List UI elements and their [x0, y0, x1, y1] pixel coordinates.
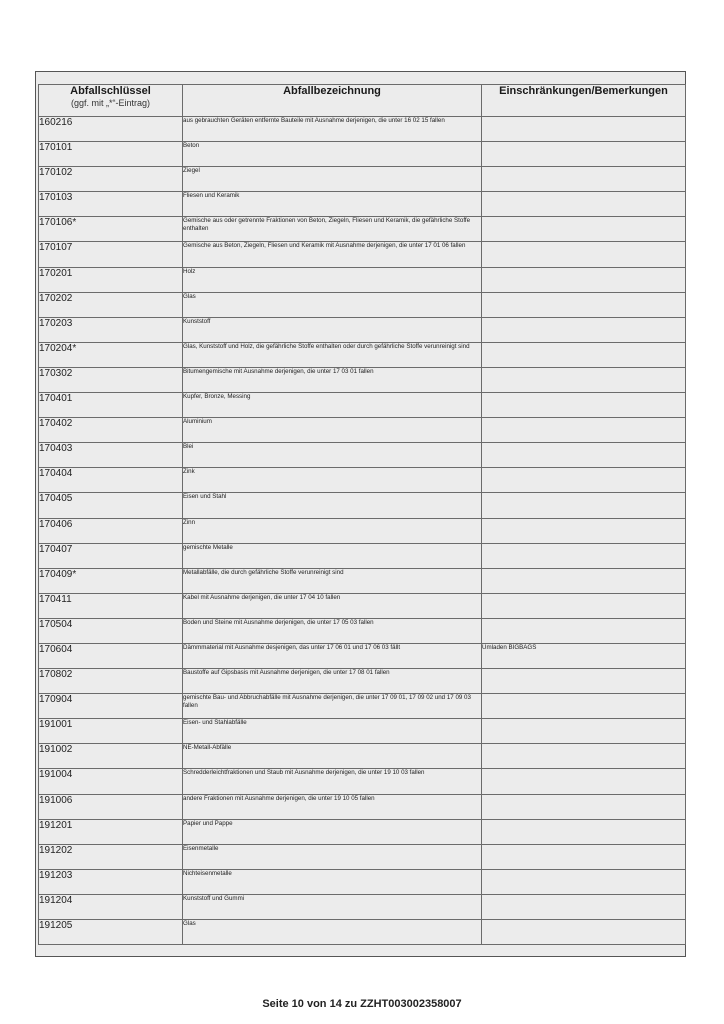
table-row [39, 543, 686, 568]
waste-code-cell: 191202 [39, 844, 183, 869]
remarks-cell [482, 694, 686, 719]
remarks-cell [482, 242, 686, 267]
table-row [39, 267, 686, 292]
waste-description-cell: Baustoffe auf Gipsbasis mit Ausnahme derjenigen, die unter 17 08 01 fallen [183, 669, 482, 694]
table-row [39, 443, 686, 468]
remarks-cell [482, 192, 686, 217]
remarks-cell [482, 518, 686, 543]
waste-code-cell: 170107 [39, 242, 183, 267]
table-row [39, 393, 686, 418]
remarks-cell: Umladen BIGBAGS [482, 643, 686, 668]
remarks-cell [482, 468, 686, 493]
waste-description-cell: Papier und Pappe [183, 819, 482, 844]
waste-description-cell: Kunststoff und Gummi [183, 894, 482, 919]
waste-code-cell: 170407 [39, 543, 183, 568]
waste-code-cell: 191205 [39, 920, 183, 945]
waste-description-cell: Fliesen und Keramik [183, 192, 482, 217]
waste-description-cell: Eisenmetalle [183, 844, 482, 869]
remarks-cell [482, 117, 686, 142]
table-row [39, 669, 686, 694]
page-footer: Seite 10 von 14 zu ZZHT003002358007 [262, 998, 462, 1010]
table-row [39, 920, 686, 945]
remarks-cell [482, 217, 686, 242]
waste-code-cell: 191006 [39, 794, 183, 819]
waste-description-cell: Nichteisenmetalle [183, 869, 482, 894]
header-waste-code [39, 85, 183, 117]
table-row [39, 292, 686, 317]
table-row [39, 719, 686, 744]
remarks-cell [482, 142, 686, 167]
waste-code-cell: 170402 [39, 418, 183, 443]
waste-description-cell: Glas, Kunststoff und Holz, die gefährliche Stoffe enthalten oder durch gefährliche Stoffe verunreinigt sind [183, 342, 482, 367]
waste-description-cell: NE-Metall-Abfälle [183, 744, 482, 769]
table-row [39, 643, 686, 668]
waste-description-cell: gemischte Bau- und Abbruchabfälle mit Ausnahme derjenigen, die unter 17 09 01, 17 09 02 und 17 09 03 fallen [183, 694, 482, 719]
remarks-cell [482, 719, 686, 744]
remarks-cell [482, 167, 686, 192]
table-row [39, 493, 686, 518]
table-row [39, 317, 686, 342]
waste-description-cell: Schredderleichtfraktionen und Staub mit Ausnahme derjenigen, die unter 19 10 03 fallen [183, 769, 482, 794]
waste-code-cell: 170101 [39, 142, 183, 167]
waste-description-cell: Bitumengemische mit Ausnahme derjenigen, die unter 17 03 01 fallen [183, 367, 482, 392]
remarks-cell [482, 844, 686, 869]
table-row [39, 192, 686, 217]
remarks-cell [482, 794, 686, 819]
table-body [39, 117, 686, 945]
waste-description-cell: gemischte Metalle [183, 543, 482, 568]
waste-code-cell: 170406 [39, 518, 183, 543]
waste-description-cell: Eisen- und Stahlabfälle [183, 719, 482, 744]
waste-description-cell: Kunststoff [183, 317, 482, 342]
waste-code-cell: 170604 [39, 643, 183, 668]
waste-code-cell: 170403 [39, 443, 183, 468]
remarks-cell [482, 493, 686, 518]
table-row [39, 167, 686, 192]
waste-code-cell: 170204* [39, 342, 183, 367]
remarks-cell [482, 543, 686, 568]
table-header-row [39, 85, 686, 117]
waste-code-cell: 170411 [39, 593, 183, 618]
waste-code-cell: 170401 [39, 393, 183, 418]
waste-code-cell: 191002 [39, 744, 183, 769]
waste-description-cell: Zink [183, 468, 482, 493]
table-row [39, 869, 686, 894]
waste-code-cell: 160216 [39, 117, 183, 142]
table-row [39, 844, 686, 869]
waste-description-cell: Gemische aus Beton, Ziegeln, Fliesen und Keramik mit Ausnahme derjenigen, die unter 17 01 06 fallen [183, 242, 482, 267]
waste-code-cell: 170405 [39, 493, 183, 518]
table-row [39, 242, 686, 267]
waste-code-cell: 170103 [39, 192, 183, 217]
waste-description-cell: Ziegel [183, 167, 482, 192]
waste-description-cell: Blei [183, 443, 482, 468]
table-row [39, 794, 686, 819]
waste-code-cell: 191203 [39, 869, 183, 894]
remarks-cell [482, 618, 686, 643]
waste-description-cell: Boden und Steine mit Ausnahme derjenigen, die unter 17 05 03 fallen [183, 618, 482, 643]
remarks-cell [482, 819, 686, 844]
remarks-cell [482, 342, 686, 367]
waste-code-cell: 170504 [39, 618, 183, 643]
waste-description-cell: Beton [183, 142, 482, 167]
waste-description-cell: Gemische aus oder getrennte Fraktionen von Beton, Ziegeln, Fliesen und Keramik, die gefährliche Stoffe enthalten [183, 217, 482, 242]
waste-code-cell: 170201 [39, 267, 183, 292]
remarks-cell [482, 869, 686, 894]
table-row [39, 618, 686, 643]
waste-description-cell: Eisen und Stahl [183, 493, 482, 518]
waste-code-cell: 170409* [39, 568, 183, 593]
waste-description-cell: Zinn [183, 518, 482, 543]
waste-description-cell: Holz [183, 267, 482, 292]
remarks-cell [482, 393, 686, 418]
table-row [39, 418, 686, 443]
remarks-cell [482, 744, 686, 769]
table-row [39, 568, 686, 593]
remarks-cell [482, 568, 686, 593]
waste-description-cell: Kabel mit Ausnahme derjenigen, die unter 17 04 10 fallen [183, 593, 482, 618]
table-row [39, 593, 686, 618]
remarks-cell [482, 367, 686, 392]
waste-description-cell: Dämmmaterial mit Ausnahme desjenigen, das unter 17 06 01 und 17 06 03 fällt [183, 643, 482, 668]
waste-description-cell: Glas [183, 920, 482, 945]
remarks-cell [482, 769, 686, 794]
header-waste-code-subtitle: (ggf. mit „*“-Eintrag) [70, 98, 150, 108]
waste-code-cell: 170106* [39, 217, 183, 242]
remarks-cell [482, 292, 686, 317]
table-row [39, 744, 686, 769]
waste-code-cell: 170302 [39, 367, 183, 392]
waste-description-cell: Glas [183, 292, 482, 317]
waste-description-cell: Kupfer, Bronze, Messing [183, 393, 482, 418]
waste-code-cell: 170102 [39, 167, 183, 192]
remarks-cell [482, 593, 686, 618]
waste-description-cell: Aluminium [183, 418, 482, 443]
waste-description-cell: Metallabfälle, die durch gefährliche Stoffe verunreinigt sind [183, 568, 482, 593]
table-row [39, 894, 686, 919]
header-remarks: Einschränkungen/Bemerkungen [482, 85, 686, 117]
table-row [39, 819, 686, 844]
waste-code-cell: 170904 [39, 694, 183, 719]
remarks-cell [482, 418, 686, 443]
waste-description-cell: andere Fraktionen mit Ausnahme derjenigen, die unter 19 10 05 fallen [183, 794, 482, 819]
waste-code-cell: 191001 [39, 719, 183, 744]
waste-code-cell: 170802 [39, 669, 183, 694]
remarks-cell [482, 267, 686, 292]
remarks-cell [482, 920, 686, 945]
table-row [39, 769, 686, 794]
waste-code-table [38, 84, 686, 945]
table-row [39, 367, 686, 392]
table-row [39, 142, 686, 167]
waste-description-cell: aus gebrauchten Geräten entfernte Bauteile mit Ausnahme derjenigen, die unter 16 02 15 fallen [183, 117, 482, 142]
remarks-cell [482, 669, 686, 694]
remarks-cell [482, 894, 686, 919]
waste-code-cell: 191004 [39, 769, 183, 794]
waste-code-cell: 170404 [39, 468, 183, 493]
table-row [39, 468, 686, 493]
waste-code-cell: 170203 [39, 317, 183, 342]
table-row [39, 694, 686, 719]
waste-code-cell: 191201 [39, 819, 183, 844]
remarks-cell [482, 317, 686, 342]
table-row [39, 342, 686, 367]
table-row [39, 217, 686, 242]
table-row [39, 117, 686, 142]
table-row [39, 518, 686, 543]
waste-code-cell: 170202 [39, 292, 183, 317]
header-waste-description: Abfallbezeichnung [183, 85, 482, 117]
remarks-cell [482, 443, 686, 468]
header-waste-code-title: Abfallschlüssel [70, 85, 151, 97]
waste-code-cell: 191204 [39, 894, 183, 919]
